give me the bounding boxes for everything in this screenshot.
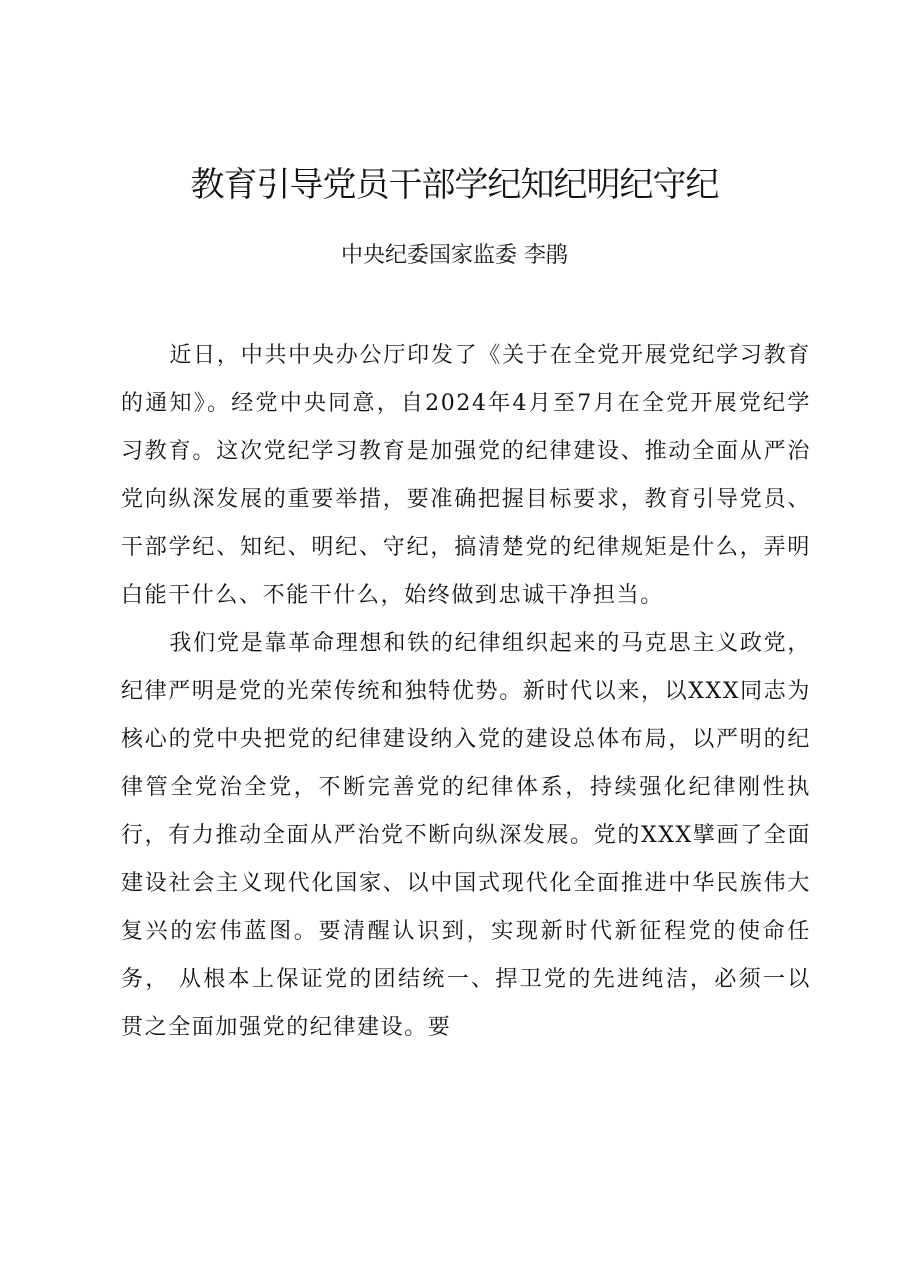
document-body — [121, 332, 811, 1052]
paragraph: 近日，中共中央办公厅印发了《关于在全党开展党纪学习教育的通知》。经党中央同意，自2024年4月至7月在全党开展党纪学习教育。这次党纪学习教育是加强党的纪律建设、推动全面从严治党向纵深发展的重要举措，要准确把握目标要求，教育引导党员、干部学纪、知纪、明纪、守纪，搞清楚党的纪律规矩是什么，弄明白能干什么、不能干什么，始终做到忠诚干净担当。 — [121, 343, 811, 608]
document-title: 教育引导党员干部学纪知纪明纪守纪 — [190, 165, 719, 205]
document-author: 中央纪委国家监委 李鹃 — [341, 243, 568, 268]
paragraph: 我们党是靠革命理想和铁的纪律组织起来的马克思主义政党，纪律严明是党的光荣传统和独特优势。新时代以来，以XXX同志为核心的党中央把党的纪律建设纳入党的建设总体布局，以严明的纪律管全党治全党，不断完善党的纪律体系，持续强化纪律刚性执行，有力推动全面从严治党不断向纵深发展。党的XXX擘画了全面建设社会主义现代化国家、以中国式现代化全面推进中华民族伟大复兴的宏伟蓝图。要清醒认识到，实现新时代新征程党的使命任务， 从根本上保证党的团结统一、捍卫党的先进纯洁，必须一以贯之全面加强党的纪律建设。要 — [121, 631, 811, 1040]
